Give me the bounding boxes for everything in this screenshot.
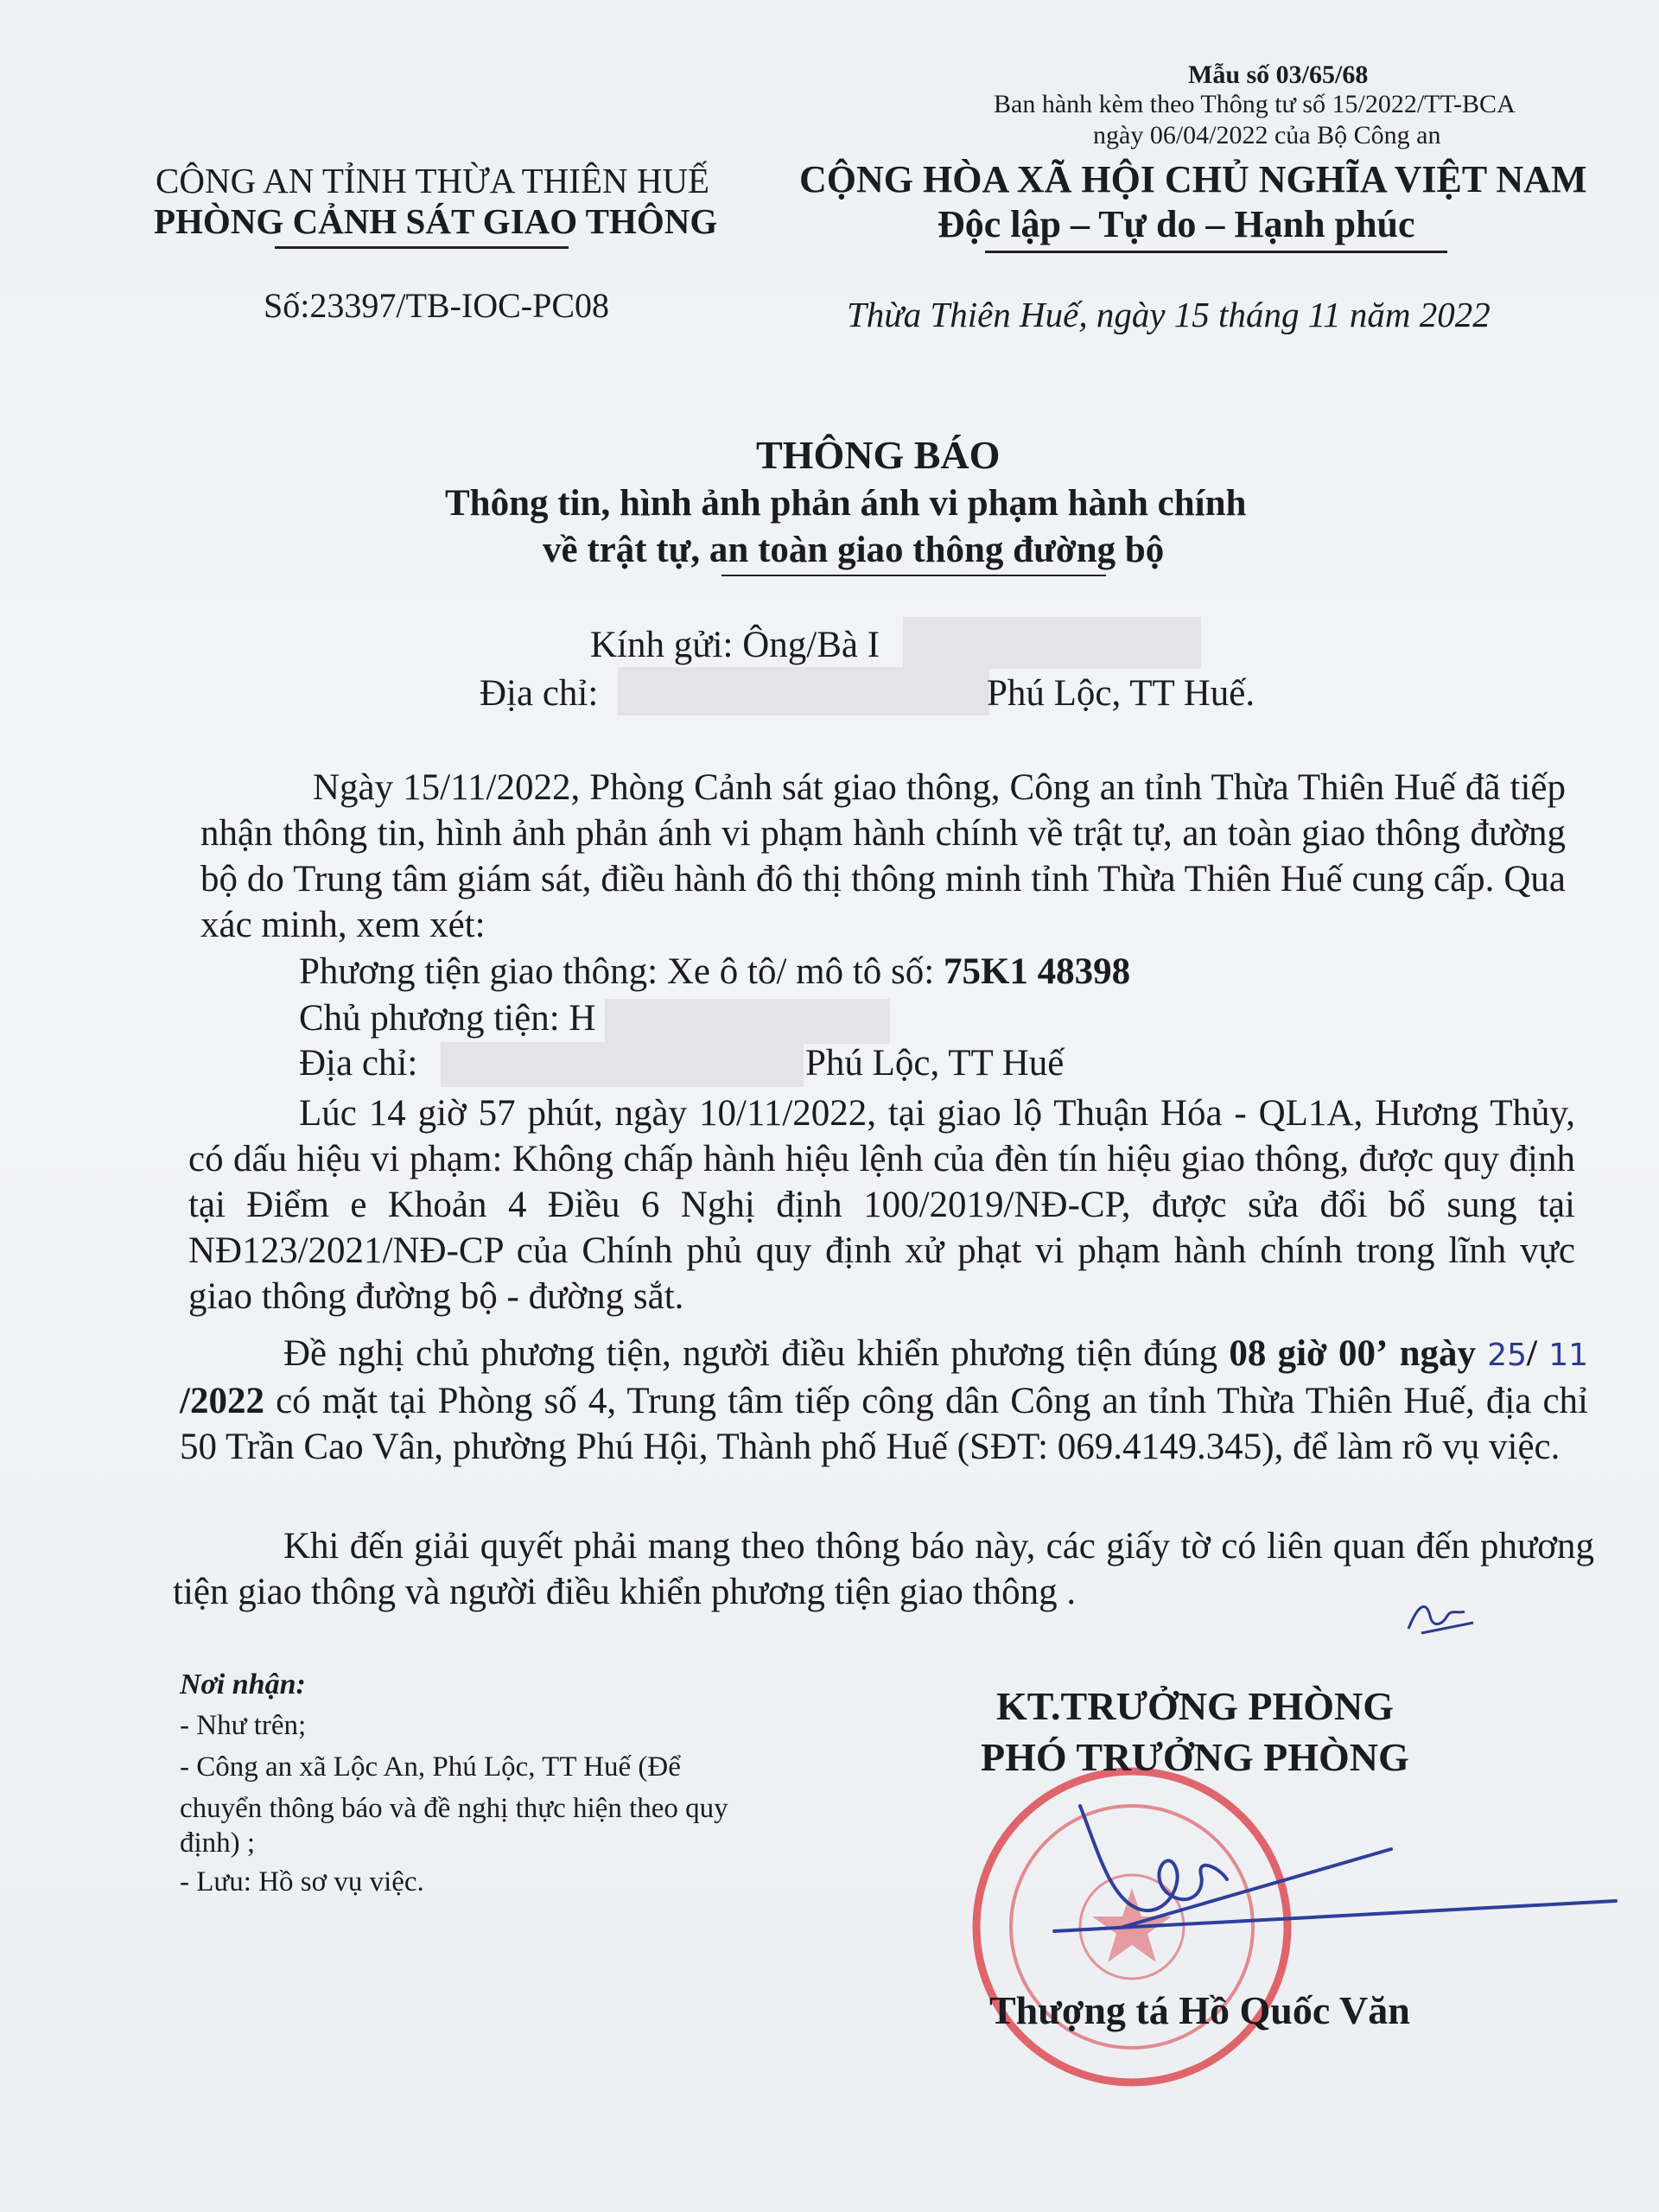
appointment-day-label: ngày <box>1399 1333 1477 1374</box>
national-motto: Độc lập – Tự do – Hạnh phúc <box>938 203 1415 245</box>
recipients-line-5: - Lưu: Hồ sơ vụ việc. <box>180 1866 424 1897</box>
department-name: PHÒNG CẢNH SÁT GIAO THÔNG <box>154 201 718 241</box>
date-separator: / <box>1527 1333 1537 1374</box>
redacted-owner <box>605 999 890 1044</box>
paragraph-1-text: Ngày 15/11/2022, Phòng Cảnh sát giao thông, Công an tỉnh Thừa Thiên Huế đã tiếp nhận thông tin, hình ảnh phản ánh vi phạm hành chính về trật tự, an toàn giao thông đường bộ do Trung tâm giám sát, điều hành đô thị thông minh tỉnh Thừa Thiên Huế cung cấp. Qua xác minh, xem xét: <box>200 767 1566 945</box>
recipient-address-label: Địa chỉ: <box>480 673 599 714</box>
paragraph-3-start: Đề nghị chủ phương tiện, người điều khiển phương tiện đúng <box>283 1333 1218 1374</box>
recipient-greeting-tail: I <box>867 625 880 665</box>
recipient-greeting-row <box>590 624 880 666</box>
title-underline <box>721 575 1106 576</box>
paragraph-4-text: Khi đến giải quyết phải mang theo thông báo này, các giấy tờ có liên quan đến phương tiện giao thông và người điều khiển phương tiện giao thông . <box>173 1526 1594 1612</box>
vehicle-row <box>299 950 1130 993</box>
paragraph-2-text: Lúc 14 giờ 57 phút, ngày 10/11/2022, tại giao lộ Thuận Hóa - QL1A, Hương Thủy, có dấu hiệu vi phạm: Không chấp hành hiệu lệnh của đèn tín hiệu giao thông, được quy định tại Điểm e Khoản 4 Điều 6 Nghị định 100/2019/NĐ-CP, được sửa đổi bổ sung tại NĐ123/2021/NĐ-CP của Chính phủ quy định xử phạt vi phạm hành chính trong lĩnh vực giao thông đường bộ - đường sắt. <box>188 1093 1575 1317</box>
recipient-greeting: Kính gửi: Ông/Bà <box>590 625 858 665</box>
redacted-name <box>903 617 1201 669</box>
appointment-time: 08 giờ 00’ <box>1229 1333 1389 1374</box>
body-paragraph-2 <box>188 1090 1575 1319</box>
handwritten-initial-mark <box>1400 1590 1478 1642</box>
owner-address-label: Địa chỉ: <box>299 1043 418 1084</box>
recipients-line-1: - Như trên; <box>180 1710 307 1741</box>
notice-subtitle-2: về trật tự, an toàn giao thông đường bộ <box>543 530 1165 570</box>
motto-underline <box>985 251 1447 253</box>
form-number: Mẫu số 03/65/68 <box>1188 60 1369 89</box>
notice-subtitle-1: Thông tin, hình ảnh phản ánh vi phạm hành chính <box>445 483 1247 524</box>
vehicle-label: Phương tiện giao thông: Xe ô tô/ mô tô số: <box>299 951 935 992</box>
recipients-line-2: - Công an xã Lộc An, Phú Lộc, TT Huế (Để <box>180 1751 681 1783</box>
document-number: Số:23397/TB-IOC-PC08 <box>264 286 610 325</box>
recipients-line-3: chuyển thông báo và đề nghị thực hiện theo quy <box>180 1793 728 1824</box>
signature-title-2: PHÓ TRƯỞNG PHÒNG <box>981 1735 1409 1779</box>
handwritten-day: 25 <box>1487 1338 1528 1373</box>
body-paragraph-1 <box>200 765 1566 948</box>
signature-title-1: KT.TRƯỞNG PHÒNG <box>996 1684 1394 1728</box>
license-plate: 75K1 48398 <box>943 951 1131 992</box>
owner-row <box>299 997 595 1039</box>
body-paragraph-4 <box>173 1523 1594 1615</box>
owner-address-tail: Phú Lộc, TT Huế <box>805 1043 1065 1084</box>
signer-name: Thượng tá Hồ Quốc Văn <box>989 1988 1410 2032</box>
owner-tail: H <box>569 998 596 1039</box>
country-name: CỘNG HÒA XÃ HỘI CHỦ NGHĨA VIỆT NAM <box>799 158 1587 200</box>
redacted-address <box>618 667 989 715</box>
owner-label: Chủ phương tiện: <box>299 998 560 1039</box>
handwritten-month: 11 <box>1548 1338 1589 1373</box>
agency-name: CÔNG AN TỈNH THỪA THIÊN HUẾ <box>156 161 710 200</box>
notice-title: THÔNG BÁO <box>756 433 1001 477</box>
appointment-year: /2022 <box>180 1381 264 1421</box>
handwritten-signature <box>1028 1780 1633 1953</box>
recipients-line-4: định) ; <box>180 1827 256 1859</box>
recipients-title: Nơi nhận: <box>180 1669 306 1700</box>
form-issued-line2: ngày 06/04/2022 của Bộ Công an <box>1093 121 1441 149</box>
paragraph-3-text <box>180 1331 1588 1470</box>
department-underline <box>275 246 569 249</box>
form-issued-line1: Ban hành kèm theo Thông tư số 15/2022/TT-BCA <box>994 90 1516 118</box>
place-date: Thừa Thiên Huế, ngày 15 tháng 11 năm 2022 <box>847 295 1491 334</box>
recipient-address-tail: Phú Lộc, TT Huế. <box>987 673 1255 714</box>
paragraph-3-rest: có mặt tại Phòng số 4, Trung tâm tiếp công dân Công an tỉnh Thừa Thiên Huế, địa chỉ 50 Trần Cao Vân, phường Phú Hội, Thành phố Huế (SĐT: 069.4149.345), để làm rõ vụ việc. <box>180 1381 1589 1467</box>
body-paragraph-3 <box>180 1331 1588 1470</box>
redacted-owner-address <box>441 1042 804 1087</box>
